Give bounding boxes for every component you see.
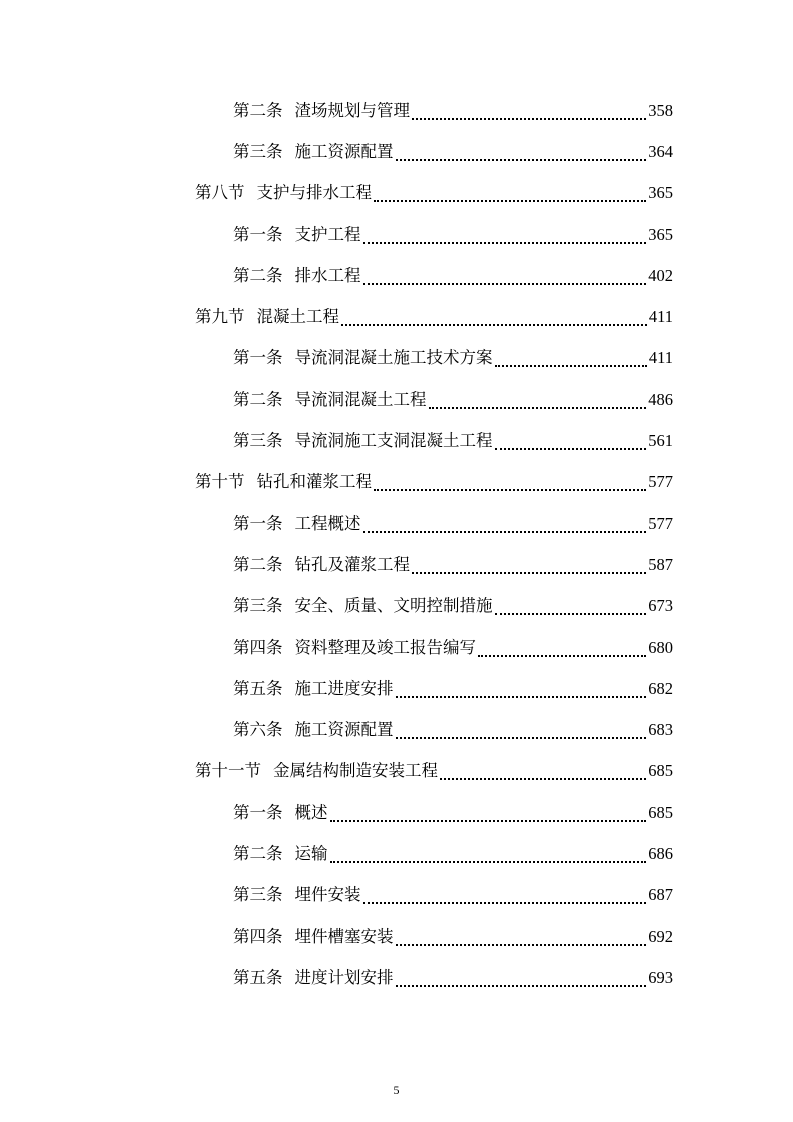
dot-leader: [412, 558, 646, 574]
toc-entry[interactable]: [0, 131, 793, 172]
page-number: 5: [393, 1083, 400, 1097]
toc-entry-page: 411: [648, 348, 673, 368]
toc-entry-label: [233, 390, 427, 410]
toc-entry-page: 365: [648, 224, 673, 244]
dot-leader: [374, 475, 646, 491]
toc-entry-title: 施工进度安排: [294, 678, 394, 698]
table-of-contents: [0, 90, 793, 999]
toc-entry-title: 混凝土工程: [256, 307, 339, 327]
toc-entry-number: 第六条: [233, 720, 283, 740]
toc-entry-label: [195, 472, 372, 492]
toc-entry-page: 364: [648, 141, 673, 161]
toc-entry-page: 685: [648, 761, 673, 781]
toc-entry-number: 第四条: [233, 926, 283, 946]
toc-entry-number: 第五条: [233, 678, 283, 698]
toc-entry-title: 埋件槽塞安装: [294, 926, 394, 946]
dot-leader: [363, 228, 647, 244]
toc-section-entry[interactable]: [0, 296, 793, 337]
toc-entry-label: [233, 968, 394, 988]
toc-entry-number: 第一条: [233, 224, 283, 244]
dot-leader: [330, 806, 647, 822]
toc-entry-page: 411: [648, 307, 673, 327]
toc-entry-title: 支护工程: [294, 224, 361, 244]
toc-entry[interactable]: [0, 875, 793, 916]
toc-entry[interactable]: [0, 420, 793, 461]
toc-entry-label: [233, 927, 394, 947]
dot-leader: [330, 847, 647, 863]
toc-entry-number: 第三条: [233, 885, 283, 905]
toc-entry-title: 施工资源配置: [294, 720, 394, 740]
toc-entry-title: 埋件安装: [294, 885, 361, 905]
toc-entry-page: 680: [648, 637, 673, 657]
dot-leader: [495, 599, 647, 615]
toc-entry-label: [195, 761, 438, 781]
toc-entry-page: 673: [648, 596, 673, 616]
toc-entry-page: 561: [648, 431, 673, 451]
toc-entry-label: [233, 555, 410, 575]
toc-entry[interactable]: [0, 255, 793, 296]
dot-leader: [363, 269, 647, 285]
toc-entry-page: 692: [648, 926, 673, 946]
toc-entry[interactable]: [0, 792, 793, 833]
toc-entry-label: [195, 183, 372, 203]
dot-leader: [363, 888, 647, 904]
toc-entry-page: 682: [648, 678, 673, 698]
toc-entry-title: 概述: [294, 802, 328, 822]
toc-entry-number: 第一条: [233, 513, 283, 533]
toc-entry-page: 402: [648, 265, 673, 285]
toc-entry[interactable]: [0, 214, 793, 255]
dot-leader: [396, 930, 647, 946]
toc-entry-number: 第十节: [195, 472, 245, 492]
toc-entry-title: 资料整理及竣工报告编写: [294, 637, 476, 657]
toc-entry[interactable]: [0, 957, 793, 998]
dot-leader: [374, 186, 646, 202]
dot-leader: [396, 145, 647, 161]
toc-entry-page: 577: [648, 472, 673, 492]
toc-entry-page: 577: [648, 513, 673, 533]
dot-leader: [396, 723, 647, 739]
toc-entry-number: 第一条: [233, 802, 283, 822]
toc-entry-page: 358: [648, 100, 673, 120]
toc-entry[interactable]: [0, 916, 793, 957]
toc-entry[interactable]: [0, 544, 793, 585]
toc-entry-number: 第三条: [233, 431, 283, 451]
toc-entry-label: [233, 679, 394, 699]
toc-entry-page: 693: [648, 967, 673, 987]
toc-entry-number: 第九节: [195, 307, 245, 327]
dot-leader: [396, 682, 647, 698]
toc-entry-page: 687: [648, 885, 673, 905]
toc-entry-label: [233, 885, 361, 905]
toc-entry[interactable]: [0, 379, 793, 420]
dot-leader: [495, 351, 647, 367]
toc-entry-label: [233, 101, 410, 121]
toc-entry-number: 第二条: [233, 100, 283, 120]
toc-entry-label: [233, 266, 361, 286]
toc-entry-title: 导流洞混凝土施工技术方案: [294, 348, 493, 368]
dot-leader: [396, 971, 647, 987]
toc-entry-title: 钻孔及灌浆工程: [294, 554, 410, 574]
toc-entry[interactable]: [0, 503, 793, 544]
toc-entry-title: 安全、质量、文明控制措施: [294, 596, 493, 616]
toc-entry[interactable]: [0, 338, 793, 379]
toc-entry-title: 金属结构制造安装工程: [273, 761, 438, 781]
dot-leader: [412, 104, 646, 120]
toc-entry-title: 钻孔和灌浆工程: [256, 472, 372, 492]
dot-leader: [341, 310, 647, 326]
toc-entry-label: [233, 720, 394, 740]
toc-entry-title: 支护与排水工程: [256, 183, 372, 203]
toc-entry-title: 渣场规划与管理: [294, 100, 410, 120]
toc-entry[interactable]: [0, 668, 793, 709]
dot-leader: [429, 393, 647, 409]
toc-entry-label: [233, 596, 493, 616]
toc-entry-page: 685: [648, 802, 673, 822]
toc-entry-number: 第五条: [233, 967, 283, 987]
toc-entry-label: [233, 225, 361, 245]
dot-leader: [363, 517, 647, 533]
toc-entry-number: 第三条: [233, 141, 283, 161]
toc-entry-page: 686: [648, 843, 673, 863]
toc-section-entry[interactable]: [0, 751, 793, 792]
toc-entry-label: [233, 431, 493, 451]
toc-entry-page: 365: [648, 183, 673, 203]
toc-entry-title: 导流洞混凝土工程: [294, 389, 427, 409]
toc-entry-title: 施工资源配置: [294, 141, 394, 161]
toc-entry-number: 第十一节: [195, 761, 261, 781]
dot-leader: [440, 764, 646, 780]
toc-entry[interactable]: [0, 627, 793, 668]
toc-entry-page: 587: [648, 554, 673, 574]
toc-entry-number: 第二条: [233, 554, 283, 574]
toc-entry-title: 导流洞施工支洞混凝土工程: [294, 431, 493, 451]
toc-entry-number: 第四条: [233, 637, 283, 657]
toc-entry-label: [233, 638, 476, 658]
toc-entry-title: 排水工程: [294, 265, 361, 285]
toc-section-entry[interactable]: [0, 173, 793, 214]
toc-entry-label: [195, 307, 339, 327]
toc-entry-number: 第一条: [233, 348, 283, 368]
toc-entry-label: [233, 844, 328, 864]
toc-section-entry[interactable]: [0, 462, 793, 503]
dot-leader: [478, 641, 646, 657]
toc-entry-label: [233, 514, 361, 534]
toc-entry-label: [233, 348, 493, 368]
toc-entry-title: 工程概述: [294, 513, 361, 533]
toc-entry-page: 486: [648, 389, 673, 409]
toc-entry[interactable]: [0, 833, 793, 874]
toc-entry-number: 第二条: [233, 389, 283, 409]
toc-entry-number: 第三条: [233, 596, 283, 616]
toc-entry-label: [233, 803, 328, 823]
toc-entry-title: 运输: [294, 843, 328, 863]
toc-entry-page: 683: [648, 720, 673, 740]
toc-entry-title: 进度计划安排: [294, 967, 394, 987]
toc-entry-label: [233, 142, 394, 162]
toc-entry[interactable]: [0, 709, 793, 750]
dot-leader: [495, 434, 647, 450]
toc-entry-number: 第八节: [195, 183, 245, 203]
toc-entry[interactable]: [0, 90, 793, 131]
toc-entry-number: 第二条: [233, 265, 283, 285]
toc-entry-number: 第二条: [233, 843, 283, 863]
toc-entry[interactable]: [0, 586, 793, 627]
